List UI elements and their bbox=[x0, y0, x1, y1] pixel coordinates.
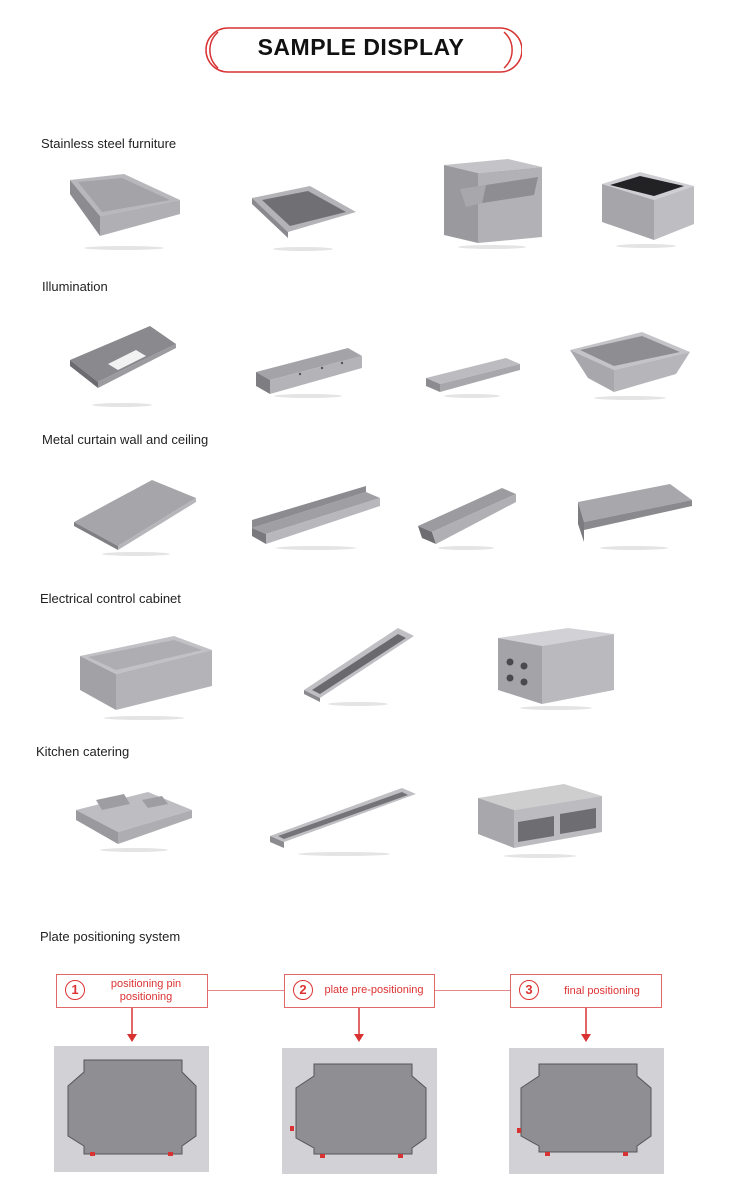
section-label-kitchen-catering: Kitchen catering bbox=[36, 744, 130, 759]
step-number-3: 3 bbox=[519, 980, 539, 1000]
arrow-down-icon bbox=[125, 1008, 139, 1044]
section-label-plate-positioning-system: Plate positioning system bbox=[40, 929, 181, 944]
plate-diagram-icon bbox=[282, 1048, 437, 1174]
step-connector-1 bbox=[206, 990, 284, 991]
product-cabinet-tray-image bbox=[74, 630, 216, 722]
product-black-box-image bbox=[596, 164, 698, 250]
step-label-2: plate pre-positioning bbox=[324, 984, 424, 996]
section-label-stainless-steel-furniture: Stainless steel furniture bbox=[41, 136, 177, 151]
product-ceiling-panel-image bbox=[70, 474, 200, 558]
product-light-channel-image bbox=[250, 338, 366, 400]
product-cabinet-box-image bbox=[438, 155, 546, 251]
product-light-housing-image bbox=[566, 324, 694, 402]
product-light-rail-image bbox=[422, 350, 522, 400]
product-control-cabinet-image bbox=[494, 624, 618, 712]
plate-diagram-icon bbox=[54, 1046, 209, 1172]
product-wall-channel-image bbox=[248, 480, 384, 552]
positioning-step-3 bbox=[510, 974, 662, 1008]
plate-diagram-icon bbox=[509, 1048, 664, 1174]
product-frame-panel-image bbox=[248, 182, 358, 252]
arrow-down-icon bbox=[579, 1008, 593, 1044]
positioning-diagram-3 bbox=[509, 1048, 664, 1174]
section-label-illumination: Illumination bbox=[42, 279, 108, 294]
product-ceiling-profile-image bbox=[412, 480, 520, 552]
step-label-1: positioning pin positioning bbox=[110, 978, 182, 1003]
section-label-electrical-control-cabinet: Electrical control cabinet bbox=[40, 591, 181, 606]
product-cabinet-rail-image bbox=[298, 624, 418, 708]
product-kitchen-rail-image bbox=[266, 782, 420, 858]
step-number-1: 1 bbox=[65, 980, 85, 1000]
page-title: SAMPLE DISPLAY bbox=[257, 34, 465, 60]
section-label-metal-curtain-wall: Metal curtain wall and ceiling bbox=[42, 432, 209, 447]
product-light-panel-image bbox=[66, 322, 178, 408]
positioning-step-1 bbox=[56, 974, 208, 1008]
positioning-diagram-1 bbox=[54, 1046, 209, 1172]
arrow-down-icon bbox=[352, 1008, 366, 1044]
product-kitchen-tray-image bbox=[72, 784, 196, 854]
page-title-banner bbox=[200, 22, 522, 78]
step-label-3: final positioning bbox=[564, 985, 640, 997]
step-number-2: 2 bbox=[293, 980, 313, 1000]
product-stainless-tray-image bbox=[62, 168, 186, 252]
positioning-step-2 bbox=[284, 974, 435, 1008]
positioning-diagram-2 bbox=[282, 1048, 437, 1174]
step-connector-2 bbox=[433, 990, 510, 991]
product-curtain-profile-image bbox=[572, 478, 696, 552]
product-kitchen-cabinet-image bbox=[474, 778, 606, 860]
